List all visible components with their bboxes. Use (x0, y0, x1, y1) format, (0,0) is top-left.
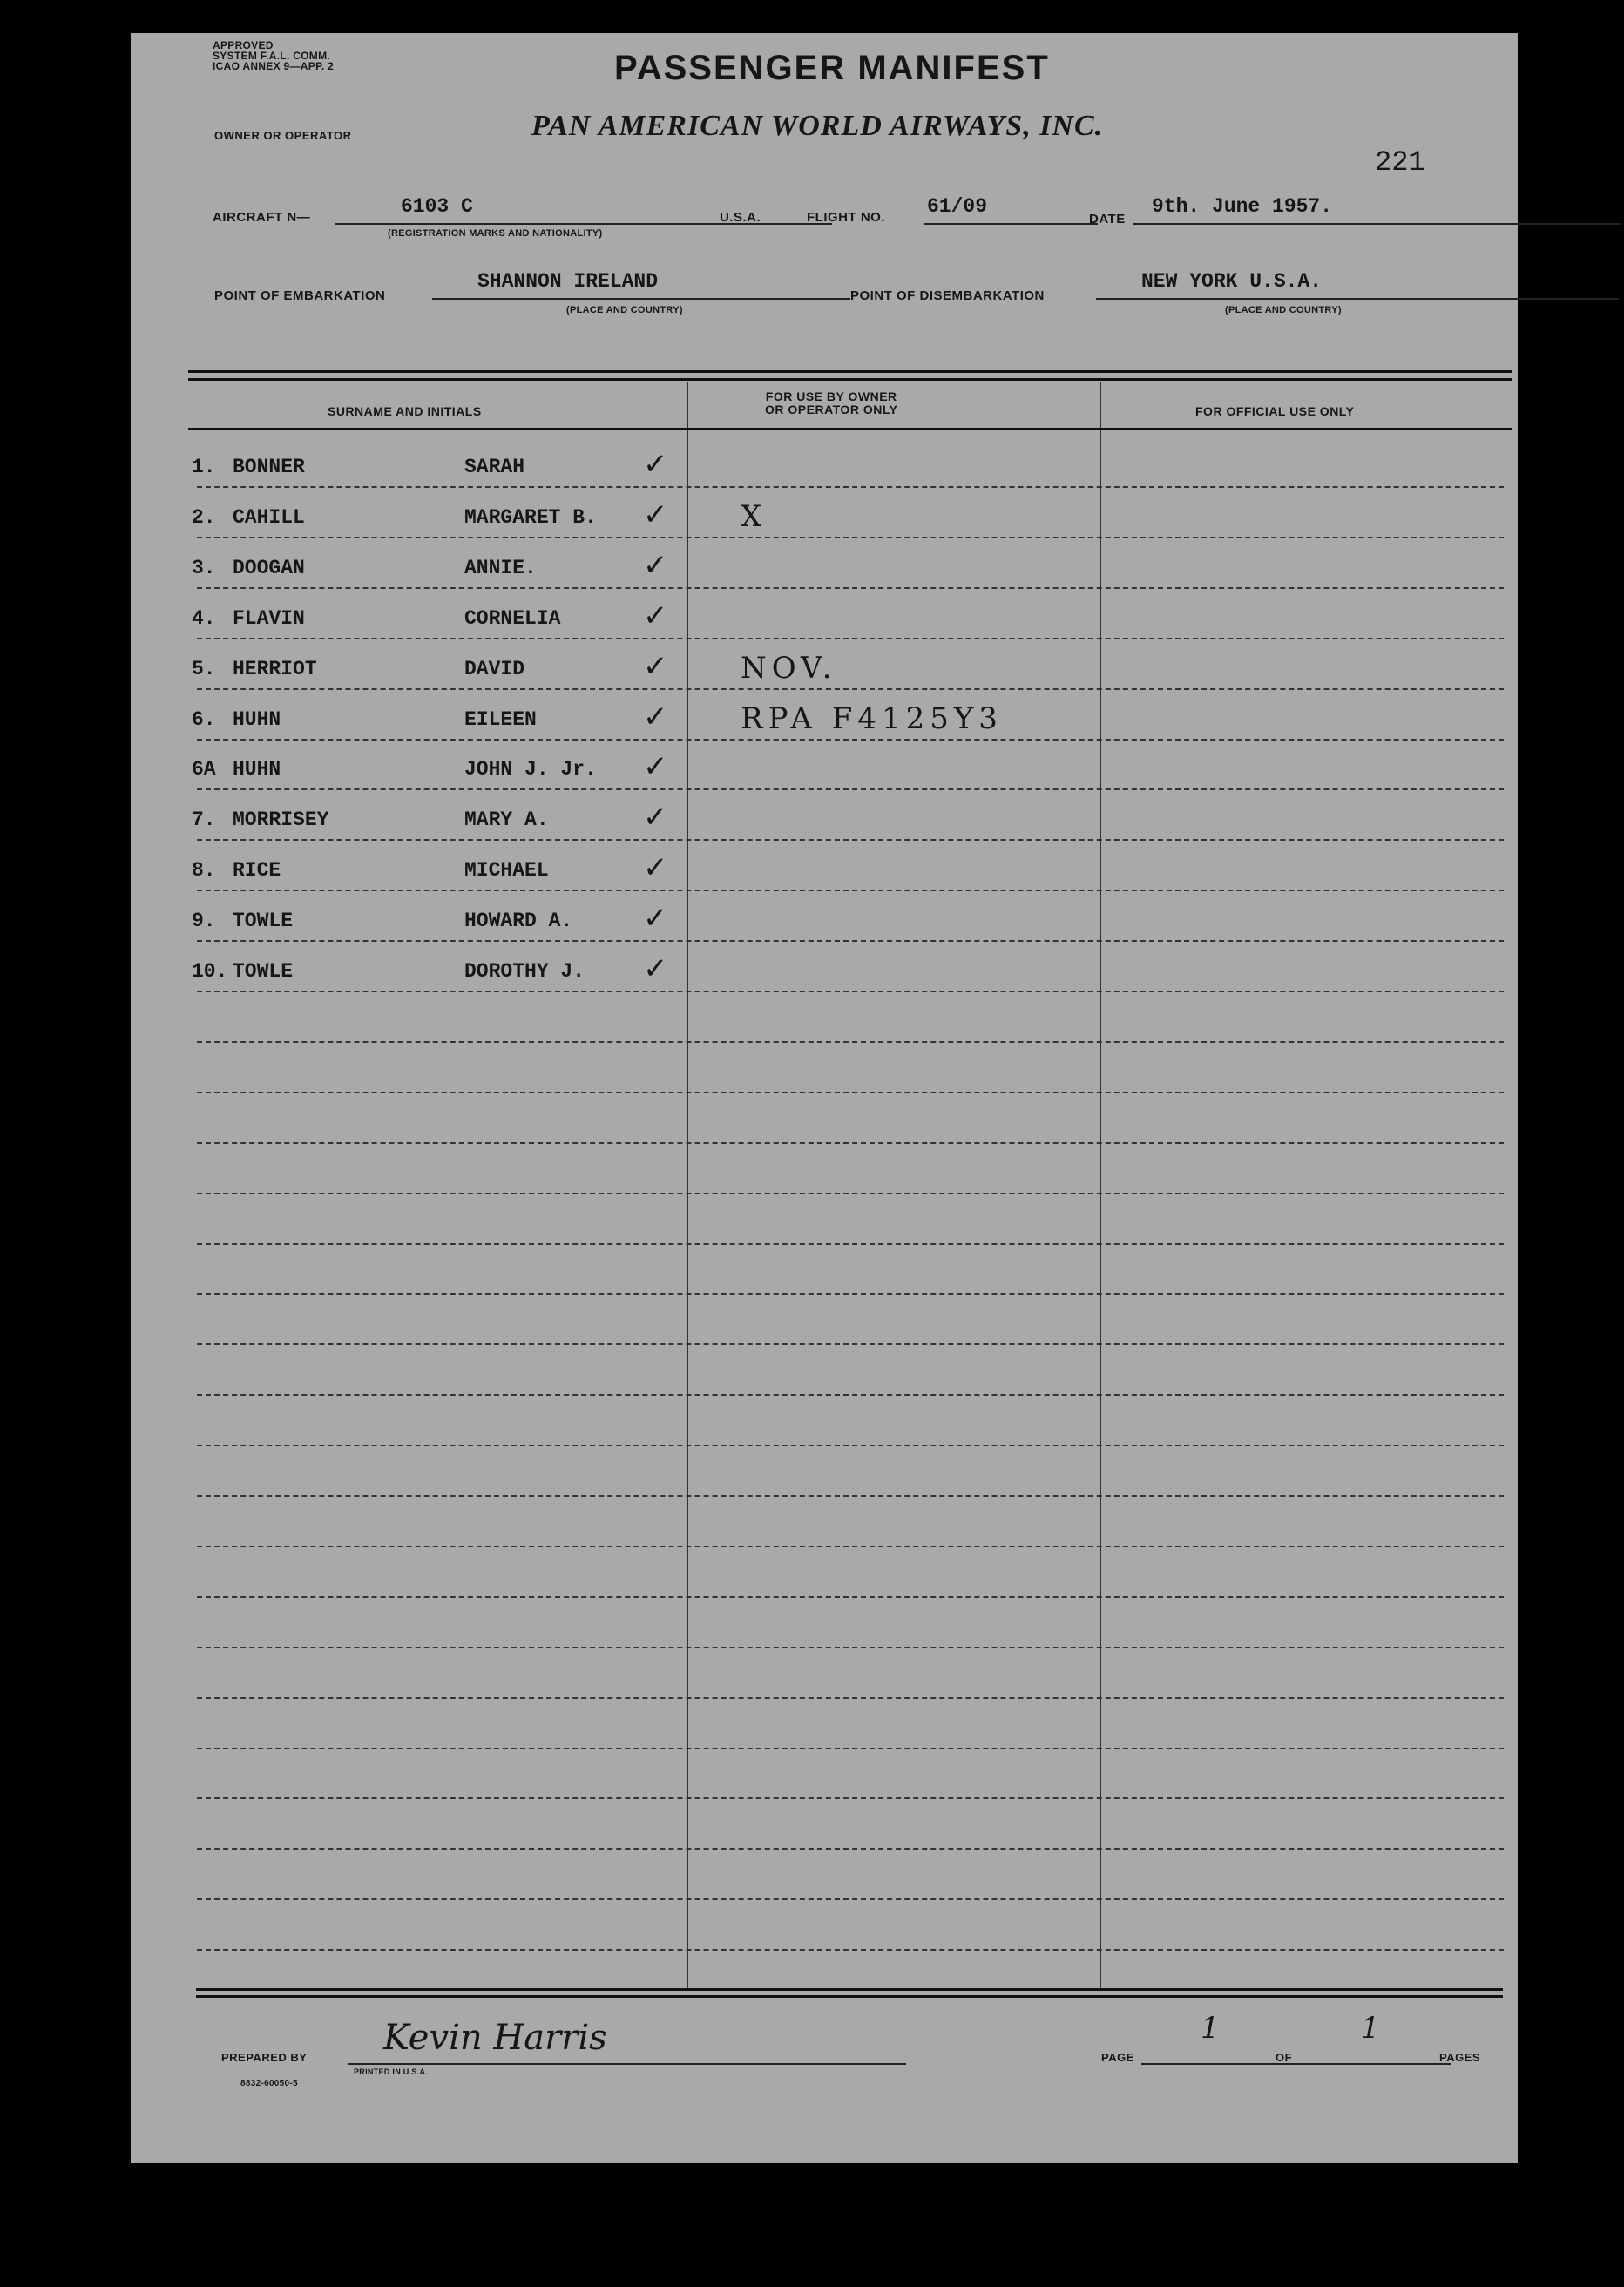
passenger-number: 1. (192, 456, 216, 478)
passenger-given-name: SARAH (464, 456, 525, 478)
table-top-rule (188, 378, 1512, 381)
row-rule (197, 1243, 1504, 1245)
page-number-stamp: 221 (1375, 146, 1425, 179)
row-rule (197, 991, 1504, 992)
form-number: 8832-60050-5 (240, 2079, 298, 2088)
passenger-given-name: DAVID (464, 657, 525, 680)
registration-caption: (REGISTRATION MARKS AND NATIONALITY) (388, 228, 603, 239)
row-rule (197, 1193, 1504, 1194)
row-rule (197, 839, 1504, 841)
table-bottom-rule (196, 1995, 1503, 1998)
passenger-surname: HUHN (233, 707, 281, 731)
passenger-given-name: CORNELIA (464, 606, 561, 630)
embarkation-label: POINT OF EMBARKATION (214, 288, 386, 303)
passenger-number: 9. (192, 910, 216, 933)
passenger-surname: MORRISEY (233, 809, 329, 832)
flight-label: FLIGHT NO. (807, 210, 885, 225)
passenger-surname: CAHILL (233, 505, 305, 529)
row-rule (197, 788, 1504, 790)
table-row (131, 547, 1518, 588)
check-mark: ✓ (643, 497, 668, 532)
check-mark: ✓ (643, 699, 668, 734)
row-rule (197, 1647, 1504, 1648)
approval-line: ICAO ANNEX 9—APP. 2 (213, 60, 335, 72)
passenger-number: 7. (192, 809, 216, 832)
passenger-given-name: DOROTHY J. (464, 960, 585, 983)
disembarkation-value: NEW YORK U.S.A. (1141, 270, 1323, 293)
table-bottom-rule (196, 1988, 1503, 1991)
place-caption: (PLACE AND COUNTRY) (566, 305, 683, 315)
check-mark: ✓ (643, 800, 668, 836)
approval-line: SYSTEM F.A.L. COMM. (213, 50, 331, 62)
row-rule (197, 1495, 1504, 1497)
embarkation-value: SHANNON IRELAND (477, 270, 659, 293)
row-rule (197, 1949, 1504, 1951)
prepared-by-label: PREPARED BY (221, 2051, 308, 2064)
passenger-surname: RICE (233, 859, 281, 883)
passenger-given-name: ANNIE. (464, 556, 537, 579)
row-rule (197, 1546, 1504, 1547)
date-field-line (1133, 223, 1621, 225)
passenger-number: 4. (192, 606, 216, 630)
passenger-number: 8. (192, 859, 216, 883)
row-rule (197, 688, 1504, 690)
manifest-sheet (131, 33, 1518, 2163)
table-row (131, 951, 1518, 991)
row-rule (197, 1142, 1504, 1144)
passenger-surname: HERRIOT (233, 657, 317, 680)
column-header-surname: SURNAME AND INITIALS (328, 404, 482, 418)
table-row (131, 447, 1518, 487)
row-rule (197, 1898, 1504, 1900)
of-value: 1 (1361, 2011, 1380, 2046)
check-mark: ✓ (643, 901, 668, 937)
check-mark: ✓ (643, 648, 668, 684)
row-rule (197, 890, 1504, 891)
handwritten-note: X (741, 498, 768, 534)
approval-line: APPROVED (213, 39, 274, 51)
preparer-signature: Kevin Harris (383, 2018, 607, 2058)
passenger-surname: BONNER (233, 456, 305, 478)
check-mark: ✓ (643, 749, 668, 785)
of-line (1303, 2063, 1451, 2065)
row-rule (197, 1445, 1504, 1446)
passenger-number: 10. (192, 960, 228, 983)
row-rule (197, 1394, 1504, 1396)
table-row (131, 598, 1518, 639)
aircraft-value: 6103 C (401, 195, 473, 218)
check-mark: ✓ (643, 850, 668, 886)
check-mark: ✓ (643, 447, 668, 482)
place-caption: (PLACE AND COUNTRY) (1225, 305, 1342, 315)
usa-label: U.S.A. (720, 210, 761, 225)
row-rule (197, 537, 1504, 538)
row-rule (197, 587, 1504, 589)
of-label: OF (1276, 2051, 1293, 2064)
passenger-given-name: MARY A. (464, 809, 549, 832)
flight-value: 61/09 (927, 195, 988, 218)
row-rule (197, 1041, 1504, 1043)
row-rule (197, 1748, 1504, 1749)
passenger-given-name: HOWARD A. (464, 910, 573, 933)
passenger-number: 2. (192, 505, 216, 529)
passenger-number: 3. (192, 556, 216, 579)
row-rule (197, 1343, 1504, 1345)
prepared-by-line (348, 2063, 906, 2065)
airline-name: PAN AMERICAN WORLD AIRWAYS, INC. (531, 110, 1104, 142)
table-row (131, 901, 1518, 941)
passenger-given-name: JOHN J. Jr. (464, 758, 597, 782)
row-rule (197, 1596, 1504, 1598)
row-rule (197, 1848, 1504, 1850)
handwritten-note: RPA F4125Y3 (741, 700, 1003, 736)
passenger-surname: TOWLE (233, 910, 294, 933)
pages-label: PAGES (1439, 2051, 1481, 2064)
passenger-number: 6A (192, 758, 216, 782)
row-rule (197, 739, 1504, 741)
passenger-surname: TOWLE (233, 960, 294, 983)
owner-label: OWNER OR OPERATOR (214, 129, 352, 142)
row-rule (197, 486, 1504, 488)
column-header-owner-use (765, 390, 897, 416)
flight-field-line (924, 223, 1098, 225)
check-mark: ✓ (643, 951, 668, 986)
table-row (131, 800, 1518, 840)
aircraft-label: AIRCRAFT N— (213, 210, 311, 225)
column-header-line: OR OPERATOR ONLY (765, 403, 898, 416)
table-row (131, 749, 1518, 789)
passenger-number: 5. (192, 657, 216, 680)
row-rule (197, 940, 1504, 942)
column-header-line: FOR USE BY OWNER (765, 389, 897, 403)
page-title: PASSENGER MANIFEST (614, 49, 1050, 87)
row-rule (197, 1697, 1504, 1699)
passenger-given-name: MICHAEL (464, 859, 549, 883)
table-top-rule (188, 370, 1512, 373)
date-value: 9th. June 1957. (1152, 195, 1333, 218)
check-mark: ✓ (643, 547, 668, 583)
row-rule (197, 1293, 1504, 1295)
passenger-surname: HUHN (233, 758, 281, 782)
passenger-given-name: MARGARET B. (464, 505, 597, 529)
row-rule (197, 1092, 1504, 1093)
table-row (131, 850, 1518, 890)
passenger-number: 6. (192, 707, 216, 731)
check-mark: ✓ (643, 598, 668, 633)
column-header-official-use: FOR OFFICIAL USE ONLY (1195, 404, 1355, 418)
table-row (131, 699, 1518, 740)
passenger-given-name: EILEEN (464, 707, 537, 731)
row-rule (197, 638, 1504, 639)
table-row (131, 648, 1518, 689)
disembarkation-field-line (1096, 298, 1619, 300)
row-rule (197, 1797, 1504, 1799)
page-label: PAGE (1101, 2051, 1134, 2064)
handwritten-note: NOV. (741, 650, 837, 686)
disembarkation-label: POINT OF DISEMBARKATION (850, 288, 1045, 303)
approval-block (213, 40, 334, 71)
embarkation-field-line (432, 298, 850, 300)
passenger-surname: DOOGAN (233, 556, 305, 579)
date-label: DATE (1089, 212, 1126, 227)
table-row (131, 497, 1518, 538)
header-rule (188, 428, 1512, 430)
passenger-surname: FLAVIN (233, 606, 305, 630)
printed-note: PRINTED IN U.S.A. (354, 2067, 429, 2076)
page-value: 1 (1201, 2011, 1220, 2046)
